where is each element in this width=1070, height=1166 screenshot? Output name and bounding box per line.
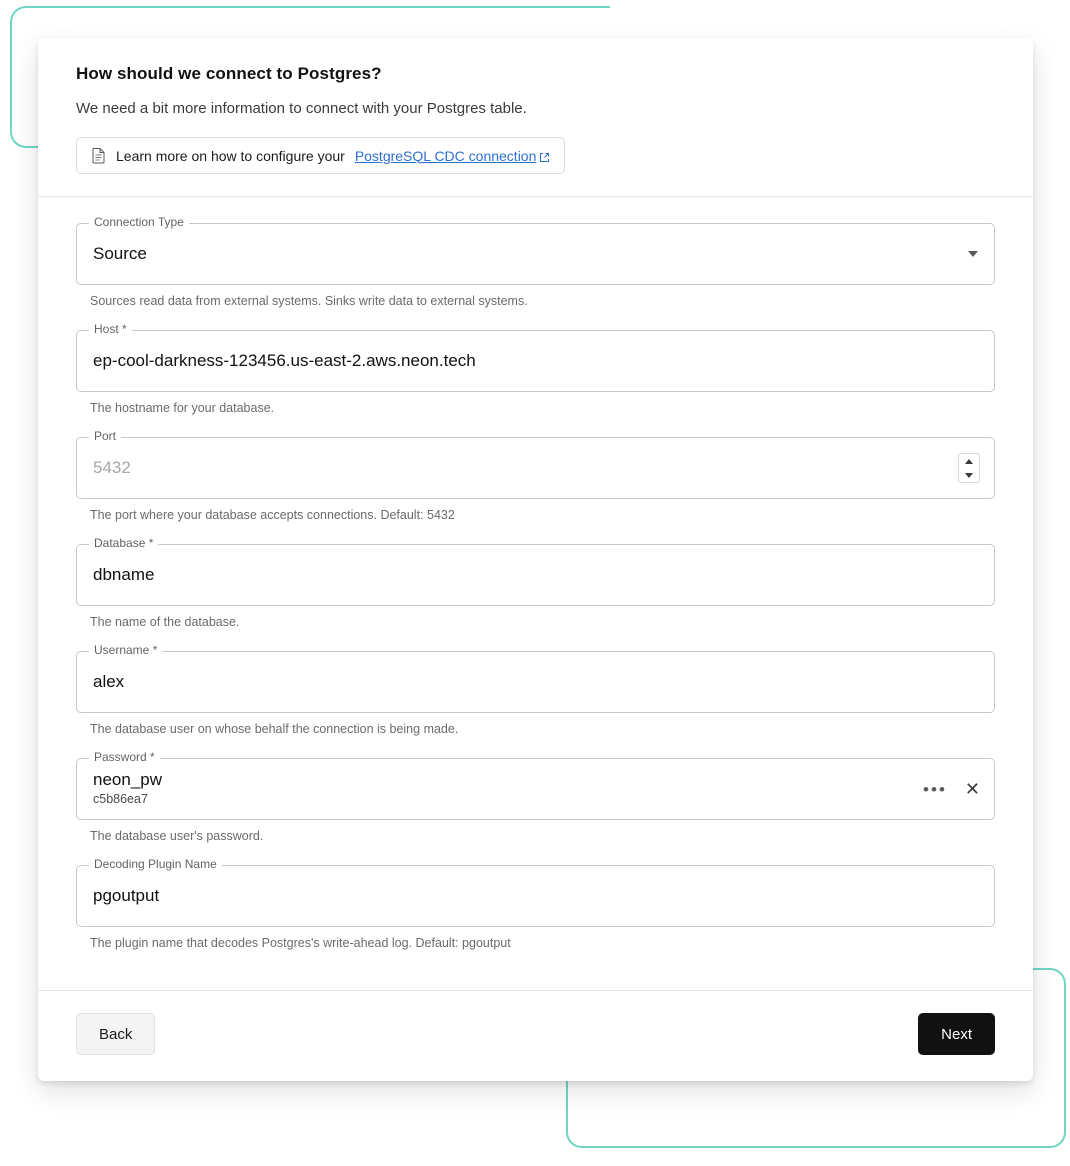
field-port (76, 429, 995, 522)
password-helper: The database user's password. (90, 829, 264, 843)
learn-more-text: Learn more on how to configure your (116, 147, 345, 164)
close-icon[interactable]: ✕ (964, 779, 980, 799)
decoding-plugin-value: pgoutput (93, 885, 160, 905)
port-placeholder: 5432 (93, 457, 131, 477)
host-helper: The hostname for your database. (90, 401, 275, 415)
host-value: ep-cool-darkness-123456.us-east-2.aws.neon.tech (93, 350, 476, 370)
port-helper: The port where your database accepts connections. Default: 5432 (90, 508, 455, 522)
decoding-plugin-label: Decoding Plugin Name (89, 858, 222, 870)
field-host (76, 322, 995, 415)
port-label: Port (89, 430, 121, 442)
field-database (76, 536, 995, 629)
field-connection-type (76, 215, 995, 308)
username-label: Username * (89, 644, 162, 656)
back-button[interactable]: Back (76, 1013, 155, 1055)
password-value: neon_pw (93, 769, 163, 789)
connection-type-helper: Sources read data from external systems. Sinks write data to external systems. (90, 294, 528, 308)
database-input[interactable] (76, 536, 995, 606)
database-helper: The name of the database. (90, 615, 240, 629)
postgres-cdc-doc-link-label: PostgreSQL CDC connection (354, 147, 537, 164)
username-value: alex (93, 671, 125, 691)
database-value: dbname (93, 564, 155, 584)
password-input[interactable] (76, 750, 995, 820)
connection-type-label: Connection Type (89, 216, 189, 228)
postgres-cdc-doc-link[interactable] (355, 148, 551, 164)
stepper-down-icon[interactable] (959, 468, 979, 482)
connection-type-select[interactable] (76, 215, 995, 285)
dialog-body (38, 197, 1033, 991)
page-title: How should we connect to Postgres? (76, 64, 382, 83)
dialog-footer (38, 991, 1033, 1081)
chevron-down-icon (968, 251, 978, 257)
document-icon (91, 147, 106, 164)
username-helper: The database user on whose behalf the connection is being made. (90, 722, 459, 736)
external-link-icon (539, 150, 550, 161)
learn-more-banner (76, 137, 565, 174)
connection-type-value: Source (93, 243, 147, 263)
dialog-header (38, 38, 1033, 197)
field-password (76, 750, 995, 843)
password-subvalue: c5b86ea7 (93, 792, 148, 807)
decoding-plugin-helper: The plugin name that decodes Postgres's write-ahead log. Default: pgoutput (90, 936, 511, 950)
decoding-plugin-input[interactable] (76, 857, 995, 927)
database-label: Database * (89, 537, 158, 549)
host-label: Host * (89, 323, 132, 335)
connect-postgres-dialog (38, 38, 1033, 1081)
ellipsis-icon[interactable]: ••• (923, 779, 947, 799)
quantity-stepper[interactable] (958, 453, 980, 483)
stepper-up-icon[interactable] (959, 454, 979, 468)
password-actions (923, 780, 980, 798)
port-input[interactable] (76, 429, 995, 499)
next-button[interactable]: Next (918, 1013, 995, 1055)
field-decoding-plugin (76, 857, 995, 950)
dialog-subtitle: We need a bit more information to connect with your Postgres table. (76, 100, 527, 117)
host-input[interactable] (76, 322, 995, 392)
field-username (76, 643, 995, 736)
password-value-group (93, 770, 162, 808)
password-label: Password * (89, 751, 160, 763)
username-input[interactable] (76, 643, 995, 713)
